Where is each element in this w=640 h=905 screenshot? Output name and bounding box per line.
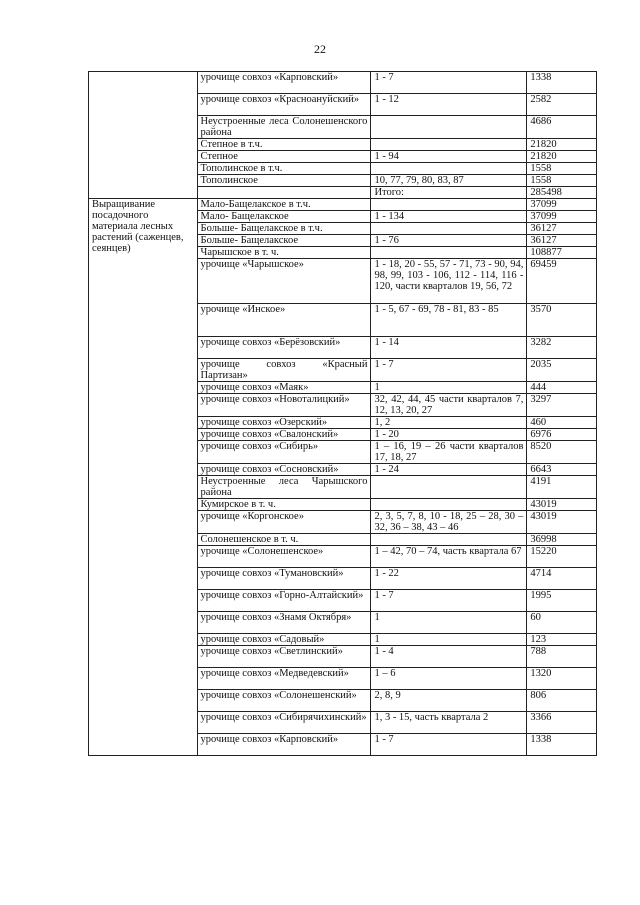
forest-name-cell: урочище совхоз «Знамя Октября» xyxy=(197,612,371,634)
table-row xyxy=(89,199,597,211)
quarters-cell: 1 - 7 xyxy=(371,359,527,382)
area-value-cell: 1320 xyxy=(527,668,597,690)
quarters-cell: Итого: xyxy=(371,187,527,199)
quarters-cell: 10, 77, 79, 80, 83, 87 xyxy=(371,175,527,187)
forest-name-cell: урочище «Солонешенское» xyxy=(197,546,371,568)
quarters-cell: 1 xyxy=(371,382,527,394)
forest-name-cell: Степное xyxy=(197,151,371,163)
forest-name-cell: урочище совхоз «Медведевский» xyxy=(197,668,371,690)
quarters-cell: 1 - 4 xyxy=(371,646,527,668)
quarters-cell xyxy=(371,534,527,546)
forest-name-cell: урочище совхоз «Светлинский» xyxy=(197,646,371,668)
forest-name-cell: урочище совхоз «Сибирь» xyxy=(197,441,371,464)
forest-name-cell: урочище совхоз «Тумановский» xyxy=(197,568,371,590)
forest-name-cell: урочище совхоз «Красноануйский» xyxy=(197,94,371,116)
quarters-cell: 1 - 22 xyxy=(371,568,527,590)
area-value-cell: 3282 xyxy=(527,337,597,359)
group-label-cell: Выращивание посадочного материала лесных растений (саженцев, сеянцев) xyxy=(89,199,198,756)
forest-name-cell: урочище совхоз «Горно-Алтайский» xyxy=(197,590,371,612)
forest-name-cell: урочище совхоз «Маяк» xyxy=(197,382,371,394)
forest-name-cell xyxy=(197,187,371,199)
area-value-cell: 2035 xyxy=(527,359,597,382)
area-value-cell: 123 xyxy=(527,634,597,646)
quarters-cell xyxy=(371,223,527,235)
area-value-cell: 36127 xyxy=(527,223,597,235)
quarters-cell: 2, 3, 5, 7, 8, 10 - 18, 25 – 28, 30 – 32, 36 – 38, 43 – 46 xyxy=(371,511,527,534)
page-number: 22 xyxy=(314,42,326,56)
area-value-cell: 21820 xyxy=(527,139,597,151)
area-value-cell: 108877 xyxy=(527,247,597,259)
area-value-cell: 36998 xyxy=(527,534,597,546)
area-value-cell: 1338 xyxy=(527,734,597,756)
area-value-cell: 285498 xyxy=(527,187,597,199)
area-value-cell: 444 xyxy=(527,382,597,394)
forest-name-cell: урочище совхоз «Карповский» xyxy=(197,72,371,94)
area-value-cell: 3570 xyxy=(527,304,597,337)
forest-name-cell: урочище «Коргонское» xyxy=(197,511,371,534)
area-value-cell: 4686 xyxy=(527,116,597,139)
area-value-cell: 3366 xyxy=(527,712,597,734)
quarters-cell xyxy=(371,199,527,211)
quarters-cell: 1 – 16, 19 – 26 части кварталов 17, 18, 27 xyxy=(371,441,527,464)
quarters-cell: 1, 3 - 15, часть квартала 2 xyxy=(371,712,527,734)
forest-name-cell: Больше- Бащелакское xyxy=(197,235,371,247)
quarters-cell: 1 - 7 xyxy=(371,590,527,612)
quarters-cell: 1 - 7 xyxy=(371,72,527,94)
forest-name-cell: Неустроенные леса Чарышского района xyxy=(197,476,371,499)
area-value-cell: 806 xyxy=(527,690,597,712)
area-value-cell: 36127 xyxy=(527,235,597,247)
forest-name-cell: урочище совхоз «Карповский» xyxy=(197,734,371,756)
forest-name-cell: урочище совхоз «Берёзовский» xyxy=(197,337,371,359)
area-value-cell: 8520 xyxy=(527,441,597,464)
area-value-cell: 1995 xyxy=(527,590,597,612)
area-value-cell: 4714 xyxy=(527,568,597,590)
forest-name-cell: Неустроенные леса Солонешенского района xyxy=(197,116,371,139)
quarters-cell: 1 - 134 xyxy=(371,211,527,223)
area-value-cell: 3297 xyxy=(527,394,597,417)
forest-name-cell: урочище совхоз «Сосновский» xyxy=(197,464,371,476)
quarters-cell: 32, 42, 44, 45 части кварталов 7, 12, 13, 20, 27 xyxy=(371,394,527,417)
area-value-cell: 37099 xyxy=(527,199,597,211)
forest-name-cell: Кумирское в т. ч. xyxy=(197,499,371,511)
quarters-cell xyxy=(371,247,527,259)
area-value-cell: 4191 xyxy=(527,476,597,499)
quarters-cell: 1 - 18, 20 - 55, 57 - 71, 73 - 90, 94, 98, 99, 103 - 106, 112 - 114, 116 - 120, части кварталов 19, 56, 72 xyxy=(371,259,527,304)
quarters-cell: 1, 2 xyxy=(371,417,527,429)
area-value-cell: 460 xyxy=(527,417,597,429)
area-value-cell: 43019 xyxy=(527,511,597,534)
quarters-cell: 1 - 7 xyxy=(371,734,527,756)
forest-name-cell: урочище совхоз «Свалонский» xyxy=(197,429,371,441)
quarters-cell: 1 - 24 xyxy=(371,464,527,476)
area-value-cell: 6976 xyxy=(527,429,597,441)
quarters-cell xyxy=(371,476,527,499)
forest-name-cell: Больше- Бащелакское в т.ч. xyxy=(197,223,371,235)
quarters-cell: 1 xyxy=(371,612,527,634)
area-value-cell: 1558 xyxy=(527,163,597,175)
area-value-cell: 1558 xyxy=(527,175,597,187)
forest-name-cell: Мало-Бащелакское в т.ч. xyxy=(197,199,371,211)
area-value-cell: 21820 xyxy=(527,151,597,163)
forest-name-cell: Солонешенское в т. ч. xyxy=(197,534,371,546)
area-value-cell: 43019 xyxy=(527,499,597,511)
forest-areas-table xyxy=(88,71,597,756)
quarters-cell: 1 - 76 xyxy=(371,235,527,247)
group-label-cell xyxy=(89,72,198,199)
forest-name-cell: урочище «Инское» xyxy=(197,304,371,337)
area-value-cell: 1338 xyxy=(527,72,597,94)
area-value-cell: 15220 xyxy=(527,546,597,568)
quarters-cell: 1 xyxy=(371,634,527,646)
table-row xyxy=(89,72,597,94)
quarters-cell: 1 - 5, 67 - 69, 78 - 81, 83 - 85 xyxy=(371,304,527,337)
area-value-cell: 69459 xyxy=(527,259,597,304)
forest-name-cell: урочище совхоз «Новоталицкий» xyxy=(197,394,371,417)
area-value-cell: 60 xyxy=(527,612,597,634)
forest-name-cell: урочище совхоз «Сибирячихинский» xyxy=(197,712,371,734)
quarters-cell: 1 - 94 xyxy=(371,151,527,163)
forest-name-cell: Степное в т.ч. xyxy=(197,139,371,151)
forest-name-cell: урочище совхоз «Озерский» xyxy=(197,417,371,429)
quarters-cell: 2, 8, 9 xyxy=(371,690,527,712)
forest-name-cell: урочище совхоз «Солонешенский» xyxy=(197,690,371,712)
quarters-cell: 1 - 14 xyxy=(371,337,527,359)
area-value-cell: 37099 xyxy=(527,211,597,223)
area-value-cell: 2582 xyxy=(527,94,597,116)
area-value-cell: 6643 xyxy=(527,464,597,476)
quarters-cell xyxy=(371,499,527,511)
quarters-cell: 1 – 6 xyxy=(371,668,527,690)
quarters-cell: 1 - 20 xyxy=(371,429,527,441)
area-value-cell: 788 xyxy=(527,646,597,668)
forest-name-cell: Тополинское в т.ч. xyxy=(197,163,371,175)
forest-name-cell: урочище совхоз «Садовый» xyxy=(197,634,371,646)
forest-name-cell: Тополинское xyxy=(197,175,371,187)
quarters-cell xyxy=(371,116,527,139)
quarters-cell: 1 - 12 xyxy=(371,94,527,116)
quarters-cell xyxy=(371,163,527,175)
quarters-cell xyxy=(371,139,527,151)
forest-name-cell: урочище «Чарышское» xyxy=(197,259,371,304)
quarters-cell: 1 – 42, 70 – 74, часть квартала 67 xyxy=(371,546,527,568)
forest-name-cell: Мало- Бащелакское xyxy=(197,211,371,223)
forest-name-cell: Чарышское в т. ч. xyxy=(197,247,371,259)
forest-name-cell: урочище совхоз «Красный Партизан» xyxy=(197,359,371,382)
